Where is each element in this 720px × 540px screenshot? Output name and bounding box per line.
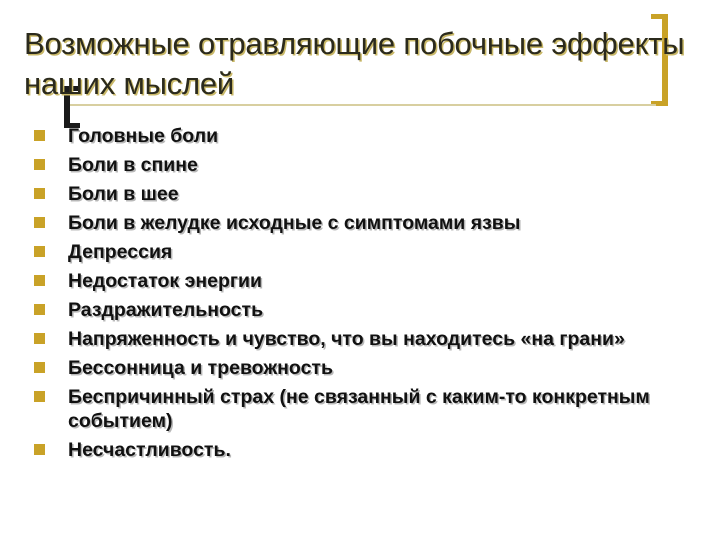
bullet-item xyxy=(34,298,674,322)
bullet-item xyxy=(34,153,674,177)
bullet-text: Боли в шее xyxy=(68,183,179,205)
bullet-text: Беспричинный страх (не связанный с каким-то конкретным событием) xyxy=(68,386,650,432)
bullet-text: Боли в спине xyxy=(68,154,198,176)
bullet-item xyxy=(34,356,674,380)
square-bullet-icon xyxy=(34,217,45,228)
bullet-item xyxy=(34,211,674,235)
bullet-text: Недостаток энергии xyxy=(68,270,262,292)
square-bullet-icon xyxy=(34,304,45,315)
bullet-item xyxy=(34,327,674,351)
square-bullet-icon xyxy=(34,444,45,455)
bullet-text: Боли в желудке исходные с симптомами язвы xyxy=(68,212,521,234)
square-bullet-icon xyxy=(34,333,45,344)
bullet-text: Бессонница и тревожность xyxy=(68,357,333,379)
bullet-item xyxy=(34,438,674,462)
bullet-list xyxy=(34,124,674,467)
bullet-text: Головные боли xyxy=(68,125,219,147)
square-bullet-icon xyxy=(34,275,45,286)
bullet-text: Раздражительность xyxy=(68,299,264,321)
square-bullet-icon xyxy=(34,188,45,199)
bullet-item xyxy=(34,124,674,148)
square-bullet-icon xyxy=(34,362,45,373)
square-bullet-icon xyxy=(34,130,45,141)
square-bullet-icon xyxy=(34,246,45,257)
bullet-text: Напряженность и чувство, что вы находитесь «на грани» xyxy=(68,328,625,350)
square-bullet-icon xyxy=(34,159,45,170)
bullet-item xyxy=(34,240,674,264)
square-bullet-icon xyxy=(34,391,45,402)
bullet-item xyxy=(34,182,674,206)
slide-title: Возможные отравляющие побочные эффекты наших мыслей xyxy=(24,26,685,101)
bullet-item xyxy=(34,269,674,293)
bullet-text: Депрессия xyxy=(68,241,173,263)
title-divider xyxy=(64,104,656,106)
bullet-text: Несчастливость. xyxy=(68,439,231,461)
bullet-item xyxy=(34,385,674,433)
